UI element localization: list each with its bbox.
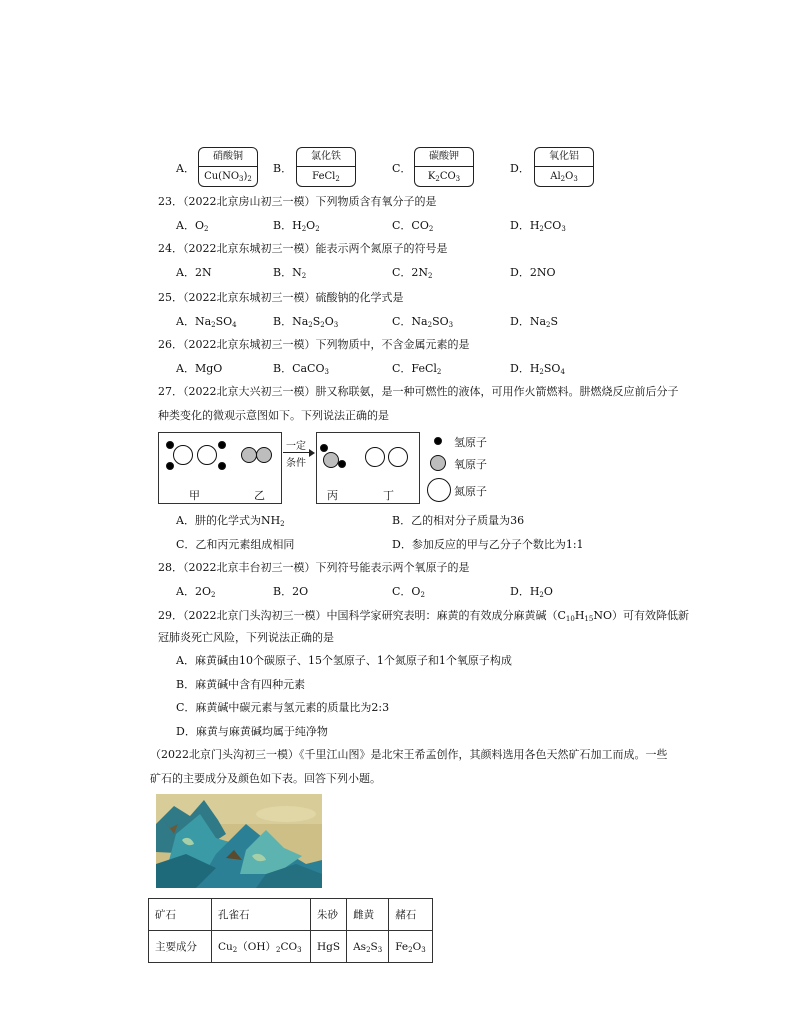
legend-oxygen-label: 氧原子 — [454, 458, 487, 471]
q22-option-c-label — [414, 147, 474, 187]
table-cell: $Cu_2(OH)_2CO_3$ — [212, 931, 311, 963]
q25-option-b: B．$Na_2S_2O_3$ — [273, 315, 339, 329]
reagent-name: 碳酸钾 — [415, 148, 473, 167]
painting-illustration — [156, 794, 322, 888]
reagent-formula: $Cu(NO_3)_2$ — [204, 171, 252, 183]
q24-option-b: B．$N_2$ — [273, 266, 307, 280]
q29-stem-line2: 冠肺炎死亡风险，下列说法正确的是 — [158, 631, 334, 644]
products-box — [316, 432, 420, 504]
q29-option-d: D．麻黄与麻黄碱均属于纯净物 — [176, 725, 328, 738]
hydrogen-atom — [218, 441, 226, 449]
q28-option-c: C．$O_2$ — [392, 585, 425, 599]
q27-option-a: A．肼的化学式为$NH_2$ — [176, 514, 285, 528]
q23-option-d: D．$H_2CO_3$ — [510, 219, 566, 233]
q24-option-d: D．2NO — [510, 266, 556, 279]
q28-stem: 28．（2022北京丰台初三一模）下列符号能表示两个氧原子的是 — [158, 561, 470, 574]
q29-option-b: B．麻黄碱中含有四种元素 — [176, 678, 306, 691]
q28-option-d: D．$H_2O$ — [510, 585, 553, 599]
label-bing: 丙 — [327, 489, 338, 502]
nitrogen-atom — [388, 447, 408, 467]
legend-nitrogen-icon — [427, 478, 451, 502]
passage-line1: （2022北京门头沟初三一模）《千里江山图》是北宋王希孟创作，其颜料选用各色天然矿石加工而成。一些 — [150, 748, 668, 761]
table-cell: 雌黄 — [347, 899, 389, 931]
oxygen-atom — [323, 452, 339, 468]
oxygen-atom — [256, 447, 272, 463]
q26-option-d: D．$H_2SO_4$ — [510, 362, 565, 376]
hydrogen-atom — [320, 444, 328, 452]
q23-option-a: A．$O_2$ — [176, 219, 209, 233]
q22-option-d-label — [534, 147, 594, 187]
label-yi: 乙 — [254, 489, 265, 502]
table-cell: 矿石 — [149, 899, 212, 931]
hydrogen-atom — [166, 441, 174, 449]
q27-option-d: D．参加反应的甲与乙分子个数比为1:1 — [392, 538, 584, 551]
table-cell: 主要成分 — [149, 931, 212, 963]
q22-option-a-label — [198, 147, 258, 187]
q29-option-a: A．麻黄碱由10个碳原子、15个氢原子、1个氮原子和1个氧原子构成 — [176, 654, 512, 667]
q26-option-a: A．MgO — [176, 362, 223, 375]
q26-stem: 26．（2022北京东城初三一模）下列物质中，不含金属元素的是 — [158, 338, 470, 351]
label-jia: 甲 — [189, 489, 200, 502]
q27-option-c: C．乙和丙元素组成相同 — [176, 538, 295, 551]
nitrogen-atom — [197, 445, 217, 465]
q24-option-a: A．2N — [176, 266, 212, 279]
q25-option-d: D．$Na_2S$ — [510, 315, 559, 329]
table-cell: $As_2S_3$ — [347, 931, 389, 963]
q25-stem: 25．（2022北京东城初三一模）硫酸钠的化学式是 — [158, 291, 404, 304]
legend-hydrogen-label: 氢原子 — [454, 436, 487, 449]
reagent-name: 硝酸铜 — [199, 148, 257, 167]
arrow-condition-top: 一定 — [286, 441, 306, 452]
reagent-name: 氯化铁 — [297, 148, 355, 167]
mineral-table — [148, 898, 433, 963]
q22-option-a-letter: A． — [176, 162, 195, 175]
table-cell: HgS — [311, 931, 347, 963]
table-cell: $Fe_2O_3$ — [389, 931, 432, 963]
q22-option-b-letter: B． — [273, 162, 293, 175]
q25-option-c: C．$Na_2SO_3$ — [392, 315, 454, 329]
table-cell: 朱砂 — [311, 899, 347, 931]
q22-option-c-letter: C． — [392, 162, 412, 175]
q22-option-d-letter: D． — [510, 162, 530, 175]
legend-oxygen-icon — [430, 455, 446, 471]
table-row — [149, 931, 433, 963]
hydrogen-atom — [218, 462, 226, 470]
hydrogen-atom — [166, 462, 174, 470]
q27-stem-line2: 种类变化的微观示意图如下。下列说法正确的是 — [158, 409, 389, 422]
arrow-condition-bottom: 条件 — [286, 458, 306, 469]
legend-hydrogen-icon — [434, 437, 442, 445]
legend-nitrogen-label: 氮原子 — [454, 485, 487, 498]
q27-option-b: B．乙的相对分子质量为36 — [392, 514, 525, 527]
q26-option-b: B．CaCO$_3$ — [273, 362, 329, 376]
reagent-formula: $K_2CO_3$ — [427, 171, 461, 183]
q28-option-b: B．2O — [273, 585, 309, 598]
reagent-name: 氧化铝 — [535, 148, 593, 167]
oxygen-atom — [241, 447, 257, 463]
table-cell: 赭石 — [389, 899, 432, 931]
q23-option-c: C．$CO_2$ — [392, 219, 434, 233]
reactants-box — [158, 432, 282, 504]
q25-option-a: A．$Na_2SO_4$ — [176, 315, 237, 329]
passage-line2: 矿石的主要成分及颜色如下表。回答下列小题。 — [150, 772, 381, 785]
q29-option-c: C．麻黄碱中碳元素与氢元素的质量比为2:3 — [176, 701, 390, 714]
hydrogen-atom — [338, 460, 346, 468]
label-ding: 丁 — [383, 489, 394, 502]
nitrogen-atom — [173, 445, 193, 465]
q28-option-a: A．$2O_2$ — [176, 585, 216, 599]
landscape-painting-image — [156, 794, 322, 888]
q23-stem: 23．（2022北京房山初三一模）下列物质含有氧分子的是 — [158, 195, 437, 208]
arrow-head-icon — [309, 449, 315, 457]
q26-option-c: C．FeCl$_2$ — [392, 362, 442, 376]
table-header-row — [149, 899, 433, 931]
reagent-formula: FeCl$_2$ — [312, 171, 340, 183]
q27-stem-line1: 27．（2022北京大兴初三一模）肼又称联氨，是一种可燃性的液体，可用作火箭燃料。肼燃烧反应前后分子 — [158, 385, 679, 398]
q22-option-b-label — [296, 147, 356, 187]
table-cell: 孔雀石 — [212, 899, 311, 931]
q29-stem-line1: 29．（2022北京门头沟初三一模）中国科学家研究表明：麻黄的有效成分麻黄碱$(C_{10}H_{15}NO)$可有效降低新 — [158, 609, 689, 623]
q24-option-c: C．$2N_2$ — [392, 266, 433, 280]
reagent-formula: $Al_2O_3$ — [550, 171, 578, 183]
q23-option-b: B．$H_2O_2$ — [273, 219, 320, 233]
q24-stem: 24．（2022北京东城初三一模）能表示两个氮原子的符号是 — [158, 242, 448, 255]
nitrogen-atom — [365, 447, 385, 467]
